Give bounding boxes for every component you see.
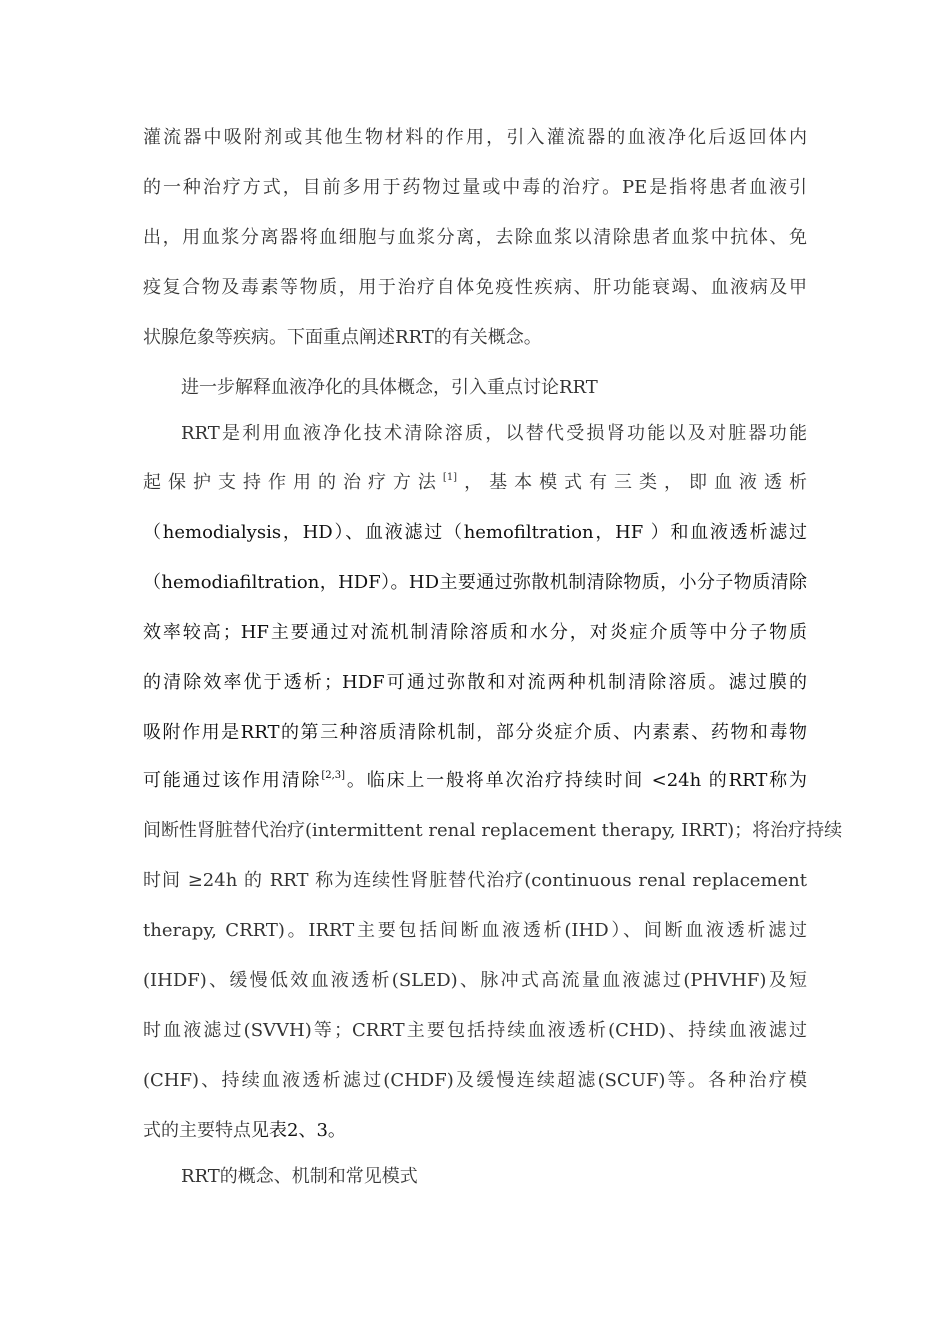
paragraph-line: (IHDF)、缓慢低效血液透析(SLED)、脉冲式高流量血液滤过(PHVHF)及短	[143, 970, 807, 991]
paragraph-line: 疫复合物及毒素等物质，用于治疗自体免疫性疾病、肝功能衰竭、血液病及甲	[143, 277, 807, 298]
section-heading: 进一步解释血液净化的具体概念，引入重点讨论RRT	[181, 377, 598, 398]
paragraph-line: RRT是利用血液净化技术清除溶质，以替代受损肾功能以及对脏器功能	[181, 423, 807, 444]
paragraph-line: 间断性肾脏替代治疗(intermittent renal replacement therapy, IRRT)；将治疗持续	[143, 820, 843, 841]
line-text: 式的主要特点	[143, 1120, 251, 1141]
paragraph-line: 的一种治疗方式，目前多用于药物过量或中毒的治疗。PE是指将患者血液引	[143, 177, 807, 198]
paragraph-line: 吸附作用是RRT的第三种溶质清除机制，部分炎症介质、内素素、药物和毒物	[143, 722, 807, 743]
citation-ref: [2,3]	[321, 770, 346, 781]
paragraph-line: therapy, CRRT)。IRRT主要包括间断血液透析(IHD）、间断血液透析滤过	[143, 920, 807, 941]
table-reference: 见表2、3。	[251, 1120, 346, 1141]
line-text: 起保护支持作用的治疗方法	[143, 472, 443, 493]
paragraph-line	[143, 768, 807, 794]
paragraph-line: 出，用血浆分离器将血细胞与血浆分离，去除血浆以清除患者血浆中抗体、免	[143, 227, 807, 248]
paragraph-line: 灌流器中吸附剂或其他生物材料的作用，引入灌流器的血液净化后返回体内	[143, 127, 807, 148]
paragraph-line: 时血液滤过(SVVH)等；CRRT主要包括持续血液透析(CHD)、持续血液滤过	[143, 1020, 807, 1041]
citation-ref: [1]	[442, 472, 458, 483]
paragraph-line	[143, 1118, 807, 1144]
line-text: ，基本模式有三类，即血液透析	[457, 472, 807, 493]
paragraph-line: 时间 ≥24h 的 RRT 称为连续性肾脏替代治疗(continuous renal replacement	[143, 870, 807, 891]
paragraph-line: （hemodialysis，HD）、血液滤过（hemofiltration，HF ）和血液透析滤过	[143, 522, 807, 543]
paragraph-line	[143, 470, 807, 496]
line-text: 。临床上一般将单次治疗持续时间 <24h 的RRT称为	[345, 770, 807, 791]
section-heading: RRT的概念、机制和常见模式	[181, 1166, 418, 1187]
paragraph-line: 的清除效率优于透析；HDF可通过弥散和对流两种机制清除溶质。滤过膜的	[143, 672, 807, 693]
paragraph-line: 状腺危象等疾病。下面重点阐述RRT的有关概念。	[143, 327, 542, 348]
paragraph-line: 效率较高；HF主要通过对流机制清除溶质和水分，对炎症介质等中分子物质	[143, 622, 807, 643]
paragraph-line: （hemodiafiltration，HDF）。HD主要通过弥散机制清除物质，小分子物质清除	[143, 572, 807, 593]
paragraph-line: (CHF)、持续血液透析滤过(CHDF)及缓慢连续超滤(SCUF)等。各种治疗模	[143, 1070, 807, 1091]
line-text: 可能通过该作用清除	[143, 770, 322, 791]
